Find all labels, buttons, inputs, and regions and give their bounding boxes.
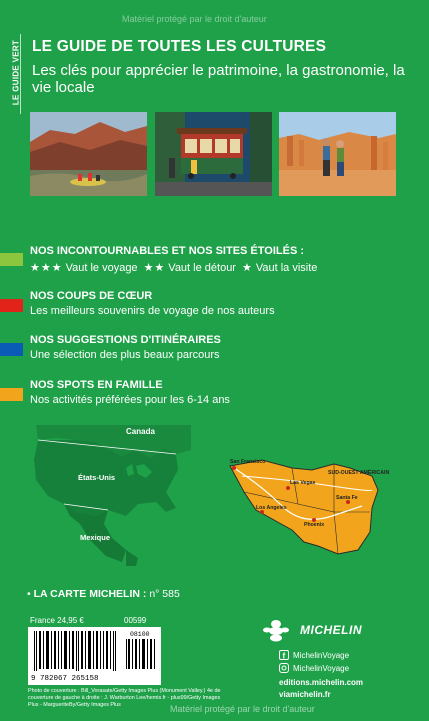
favorites-color-marker	[0, 299, 23, 312]
feature-stars-title: NOS INCONTOURNABLES ET NOS SITES ÉTOILÉS :	[30, 245, 305, 257]
photo-canyon-hikers	[279, 112, 396, 196]
instagram-link[interactable]	[279, 663, 349, 673]
copyright-watermark: Matériel protégé par le droit d'auteur	[122, 14, 267, 24]
feature-itineraries-text: Une sélection des plus beaux parcours	[30, 349, 220, 361]
viamichelin-link[interactable]: viamichelin.fr	[279, 690, 331, 699]
cover-title: LE GUIDE DE TOUTES LES CULTURES	[32, 38, 327, 55]
north-america-map	[26, 420, 196, 580]
copyright-watermark-bottom: Matériel protégé par le droit d'auteur	[170, 704, 315, 714]
facebook-link[interactable]	[279, 650, 349, 660]
isbn-number: 9 782067 265158	[31, 675, 99, 683]
southwest-region-map	[222, 446, 392, 556]
feature-family-title: NOS SPOTS EN FAMILLE	[30, 379, 163, 391]
barcode	[28, 627, 161, 685]
facebook-handle: MichelinVoyage	[293, 650, 350, 660]
map-label-los-angeles: Los Angeles	[256, 505, 287, 511]
series-divider	[20, 34, 21, 114]
map-label-canada: Canada	[126, 427, 155, 436]
three-star-icon: ★★★	[30, 262, 63, 274]
editions-link[interactable]: editions.michelin.com	[279, 678, 364, 687]
svg-text:f: f	[282, 651, 286, 659]
itineraries-color-marker	[0, 343, 23, 356]
star-rating-legend	[30, 261, 317, 274]
map-reference-label: LA CARTE MICHELIN :	[33, 588, 147, 600]
instagram-handle: MichelinVoyage	[293, 663, 350, 673]
feature-favorites-text: Les meilleurs souvenirs de voyage de nos auteurs	[30, 305, 275, 317]
one-star-icon: ★	[241, 262, 253, 274]
star-rating-2: ★★ Vaut le détour	[143, 262, 236, 274]
photo-credits: Photo de couverture : Bill_Vorasate/Getty Images Plus (Monument Valley.) 4e de couverture de gauche à droite : J. Warburton Lee/hemis.fr - plus99/Getty Images Plus - MargueriteBy/Getty Images Plus	[28, 688, 221, 708]
price: France 24,95 €	[30, 616, 84, 625]
map-label-mexico: Mexique	[80, 533, 111, 542]
two-star-icon: ★★	[143, 262, 166, 274]
map-label-san-francisco: San Francisco	[230, 459, 266, 465]
barcode-addon: 08100	[130, 631, 150, 638]
cover-subtitle: Les clés pour apprécier le patrimoine, la gastronomie, la vie locale	[32, 62, 405, 96]
bibendum-icon	[263, 620, 289, 642]
map-label-santa-fe: Santa Fe	[336, 495, 358, 501]
map-label-usa: États-Unis	[78, 473, 116, 482]
series-name: LE GUIDE VERT	[11, 39, 21, 106]
feature-favorites-title: NOS COUPS DE CŒUR	[30, 290, 153, 302]
stars-color-marker	[0, 253, 23, 266]
instagram-icon	[279, 663, 289, 673]
facebook-icon	[279, 650, 289, 660]
michelin-map-reference	[27, 588, 180, 600]
bullet-icon: •	[27, 588, 31, 600]
family-color-marker	[0, 388, 23, 401]
star-rating-1: ★ Vaut la visite	[241, 262, 318, 274]
map-reference-number: n° 585	[149, 588, 180, 600]
feature-family-text: Nos activités préférées pour les 6-14 ans	[30, 394, 230, 406]
photo-river-rafting	[30, 112, 147, 196]
product-code: 00599	[124, 616, 147, 625]
star-rating-3: ★★★ Vaut le voyage	[30, 262, 138, 274]
map-label-las-vegas: Las Vegas	[290, 480, 316, 486]
michelin-wordmark: MICHELIN	[300, 623, 362, 637]
map-label-southwest: SUD-OUEST AMÉRICAIN	[328, 470, 390, 476]
map-label-phoenix: Phoenix	[304, 522, 325, 528]
photo-cable-car	[155, 112, 272, 196]
feature-itineraries-title: NOS SUGGESTIONS D'ITINÉRAIRES	[30, 334, 221, 346]
